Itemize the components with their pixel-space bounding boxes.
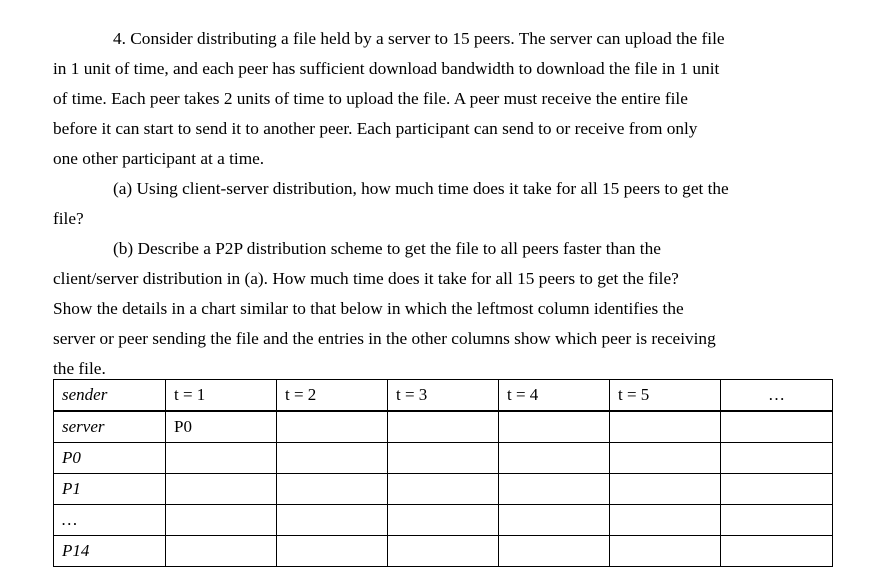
table-row bbox=[54, 443, 833, 474]
paragraph-line-4: before it can start to send it to another peer. Each participant can send to or receive from only bbox=[53, 119, 698, 138]
table-cell bbox=[499, 536, 610, 567]
table-cell bbox=[610, 536, 721, 567]
table-cell bbox=[721, 443, 833, 474]
table-row bbox=[54, 505, 833, 536]
header-t2: t = 2 bbox=[277, 380, 388, 412]
row-label: server bbox=[54, 411, 166, 443]
part-b-line-4: server or peer sending the file and the entries in the other columns show which peer is receiving bbox=[53, 329, 716, 348]
table-cell bbox=[721, 536, 833, 567]
table-row bbox=[54, 474, 833, 505]
distribution-chart-table bbox=[53, 379, 833, 567]
table-cell bbox=[388, 505, 499, 536]
header-ellipsis: … bbox=[721, 380, 833, 412]
table-cell bbox=[721, 474, 833, 505]
table-cell bbox=[499, 505, 610, 536]
table-cell bbox=[388, 474, 499, 505]
part-b-line-1: (b) Describe a P2P distribution scheme to get the file to all peers faster than the bbox=[113, 239, 661, 258]
part-b-line-2: client/server distribution in (a). How much time does it take for all 15 peers to get the file? bbox=[53, 269, 679, 288]
table-cell bbox=[610, 443, 721, 474]
table-cell bbox=[499, 411, 610, 443]
table-cell bbox=[388, 443, 499, 474]
table-cell: P0 bbox=[166, 411, 277, 443]
table-cell bbox=[277, 443, 388, 474]
table-cell bbox=[388, 411, 499, 443]
paragraph-line-3: of time. Each peer takes 2 units of time to upload the file. A peer must receive the entire file bbox=[53, 89, 688, 108]
row-label: P1 bbox=[54, 474, 166, 505]
table-cell bbox=[610, 505, 721, 536]
table-cell bbox=[388, 536, 499, 567]
table-cell bbox=[499, 474, 610, 505]
row-label: P14 bbox=[54, 536, 166, 567]
table-cell bbox=[499, 443, 610, 474]
part-b-line-5: the file. bbox=[53, 359, 106, 378]
table-cell bbox=[166, 536, 277, 567]
header-t4: t = 4 bbox=[499, 380, 610, 412]
row-label: P0 bbox=[54, 443, 166, 474]
table-cell bbox=[166, 505, 277, 536]
header-sender: sender bbox=[54, 380, 166, 412]
table-row bbox=[54, 536, 833, 567]
paragraph-line-1: 4. Consider distributing a file held by a server to 15 peers. The server can upload the file bbox=[113, 29, 725, 48]
table-cell bbox=[166, 443, 277, 474]
part-a-line-2: file? bbox=[53, 209, 84, 228]
table-cell bbox=[166, 474, 277, 505]
table-row bbox=[54, 411, 833, 443]
table-header-row bbox=[54, 380, 833, 412]
header-t3: t = 3 bbox=[388, 380, 499, 412]
table-cell bbox=[610, 411, 721, 443]
table-cell bbox=[277, 505, 388, 536]
table-cell bbox=[277, 474, 388, 505]
table-cell bbox=[277, 536, 388, 567]
table-cell bbox=[610, 474, 721, 505]
paragraph-line-2: in 1 unit of time, and each peer has sufficient download bandwidth to download the file in 1 unit bbox=[53, 59, 720, 78]
table-cell bbox=[721, 411, 833, 443]
part-b-line-3: Show the details in a chart similar to that below in which the leftmost column identifies the bbox=[53, 299, 684, 318]
row-label: … bbox=[54, 505, 166, 536]
table-cell bbox=[721, 505, 833, 536]
paragraph-line-5: one other participant at a time. bbox=[53, 149, 265, 168]
table-cell bbox=[277, 411, 388, 443]
header-t1: t = 1 bbox=[166, 380, 277, 412]
part-a-line-1: (a) Using client-server distribution, how much time does it take for all 15 peers to get the bbox=[113, 179, 729, 198]
header-t5: t = 5 bbox=[610, 380, 721, 412]
